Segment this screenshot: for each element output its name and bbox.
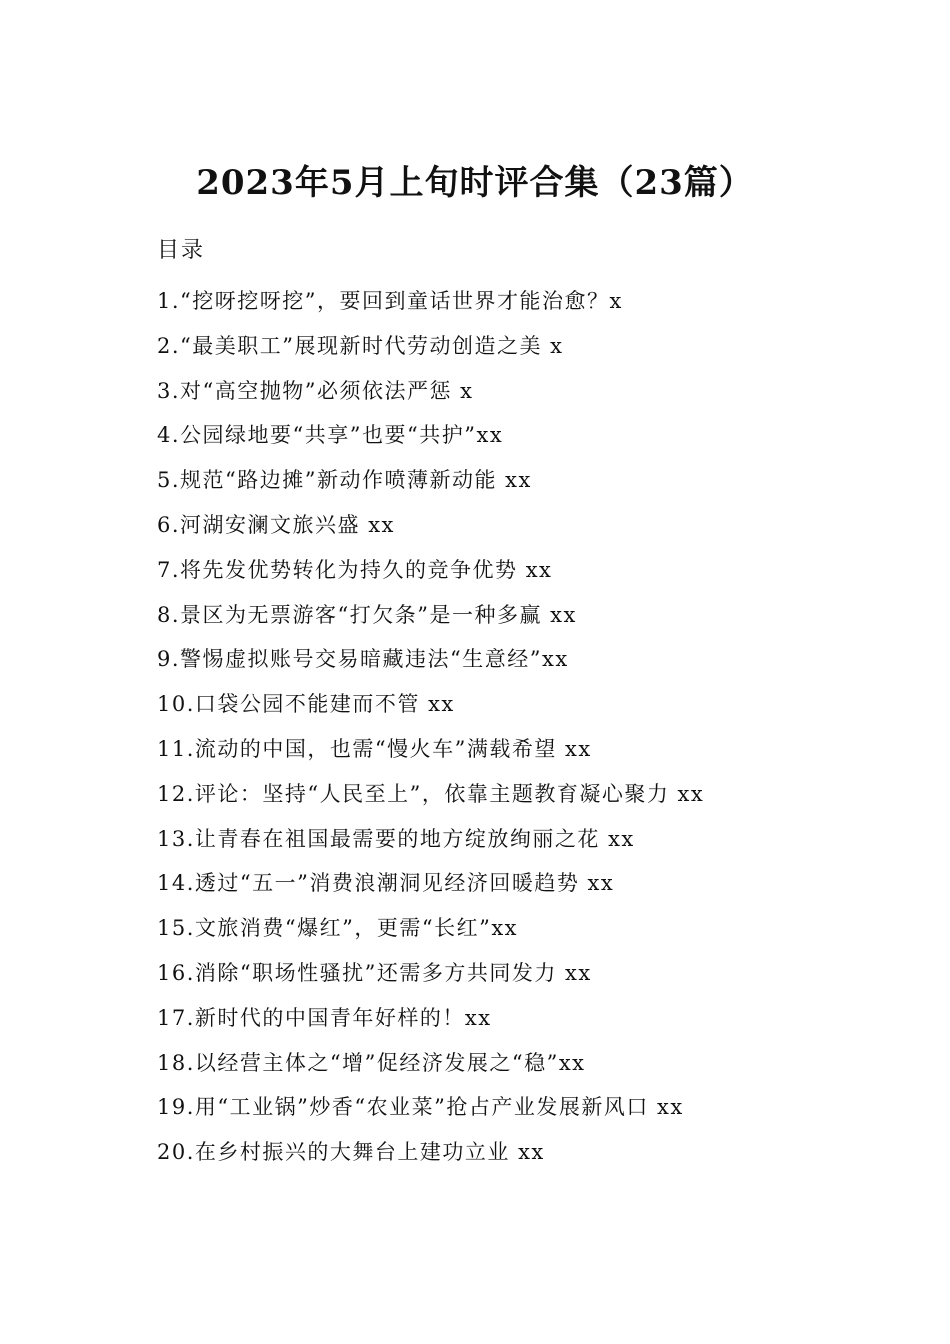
toc-item: 13.让青春在祖国最需要的地方绽放绚丽之花 xx <box>157 826 635 851</box>
toc-item: 4.公园绿地要“共享”也要“共护”xx <box>157 423 504 448</box>
table-of-contents <box>157 233 857 1175</box>
toc-heading: 目录 <box>157 238 206 263</box>
toc-item: 6.河湖安澜文旅兴盛 xx <box>157 512 395 537</box>
document-title: 2023年5月上旬时评合集（23篇） <box>196 162 754 203</box>
toc-item: 9.警惕虚拟账号交易暗藏违法“生意经”xx <box>157 647 569 672</box>
toc-item: 17.新时代的中国青年好样的！xx <box>157 1005 492 1030</box>
toc-item: 12.评论：坚持“人民至上”，依靠主题教育凝心聚力 xx <box>157 781 705 806</box>
toc-item: 18.以经营主体之“增”促经济发展之“稳”xx <box>157 1050 586 1075</box>
toc-item: 7.将先发优势转化为持久的竞争优势 xx <box>157 557 553 582</box>
toc-list <box>157 279 857 1175</box>
toc-item: 1.“挖呀挖呀挖”，要回到童话世界才能治愈？x <box>157 289 623 313</box>
toc-item: 2.“最美职工”展现新时代劳动创造之美 x <box>157 333 564 358</box>
toc-item: 11.流动的中国，也需“慢火车”满载希望 xx <box>157 736 592 761</box>
toc-item: 19.用“工业锅”炒香“农业菜”抢占产业发展新风口 xx <box>157 1095 684 1120</box>
toc-item: 14.透过“五一”消费浪潮洞见经济回暖趋势 xx <box>157 871 615 896</box>
toc-item: 8.景区为无票游客“打欠条”是一种多赢 xx <box>157 602 577 627</box>
toc-item: 16.消除“职场性骚扰”还需多方共同发力 xx <box>157 960 592 985</box>
toc-item: 15.文旅消费“爆红”，更需“长红”xx <box>157 916 519 941</box>
toc-item: 10.口袋公园不能建而不管 xx <box>157 692 455 717</box>
toc-item: 5.规范“路边摊”新动作喷薄新动能 xx <box>157 468 532 493</box>
toc-item: 20.在乡村振兴的大舞台上建功立业 xx <box>157 1140 545 1165</box>
toc-item: 3.对“高空抛物”必须依法严惩 x <box>157 378 474 403</box>
